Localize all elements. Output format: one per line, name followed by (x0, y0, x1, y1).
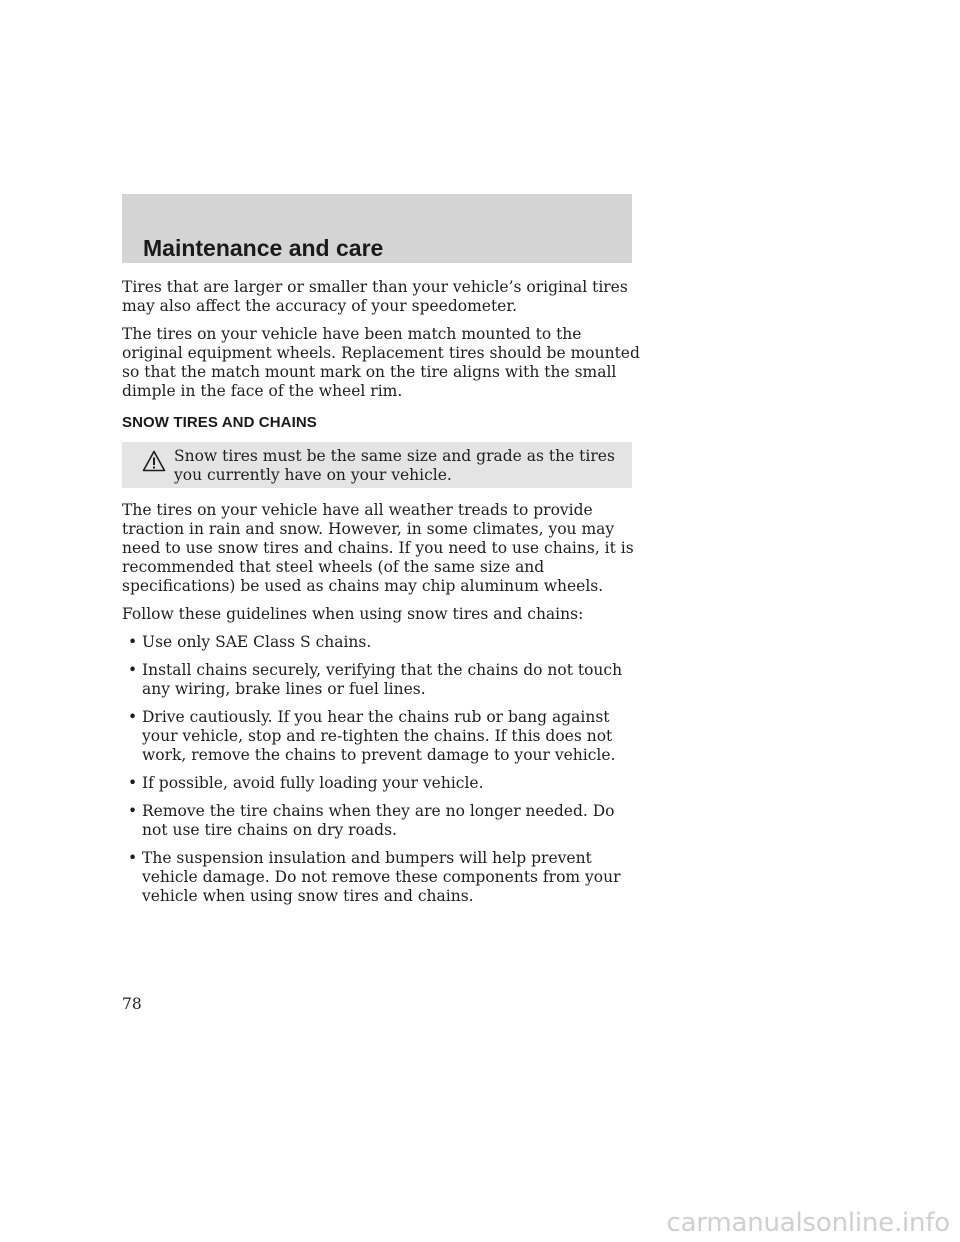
paragraph-match-mount: The tires on your vehicle have been match mounted to the original equipment wheels. Replacement tires should be mounted so that the match mount mark on the tire aligns with the small dimple in the face of the wheel rim. (122, 325, 640, 400)
guidelines-list (122, 633, 642, 906)
paragraph-all-weather: The tires on your vehicle have all weather treads to provide traction in rain and snow. However, in some climates, you may need to use snow tires and chains. If you need to use chains, it is recommended that steel wheels (of the same size and specifications) be used as chains may chip aluminum wheels. (122, 501, 634, 595)
list-item (122, 802, 642, 840)
bullet-icon: • (128, 849, 138, 867)
list-item (122, 661, 642, 699)
list-item (122, 849, 642, 906)
page-content (122, 278, 642, 915)
section-title: Maintenance and care (143, 235, 384, 261)
paragraph-guidelines-intro: Follow these guidelines when using snow tires and chains: (122, 605, 584, 623)
bullet-icon: • (128, 802, 138, 820)
warning-text: Snow tires must be the same size and grade as the tires you currently have on your vehicle. (174, 447, 615, 484)
page-number: 78 (122, 995, 142, 1013)
snow-tires-heading: SNOW TIRES AND CHAINS (122, 414, 317, 431)
warning-triangle-icon (142, 450, 166, 472)
paragraph-speedometer: Tires that are larger or smaller than your vehicle’s original tires may also affect the accuracy of your speedometer. (122, 278, 628, 315)
bullet-icon: • (128, 661, 138, 679)
bullet-icon: • (128, 774, 138, 792)
bullet-icon: • (128, 633, 138, 651)
list-item (122, 708, 642, 765)
list-item-text: The suspension insulation and bumpers will help prevent vehicle damage. Do not remove these components from your vehicle when using snow tires and chains. (142, 849, 621, 905)
warning-box (122, 442, 632, 488)
list-item-text: If possible, avoid fully loading your vehicle. (142, 774, 484, 792)
list-item-text: Drive cautiously. If you hear the chains rub or bang against your vehicle, stop and re-tighten the chains. If this does not work, remove the chains to prevent damage to your vehicle. (142, 708, 616, 764)
list-item-text: Use only SAE Class S chains. (142, 633, 372, 651)
list-item (122, 633, 642, 652)
list-item-text: Install chains securely, verifying that the chains do not touch any wiring, brake lines or fuel lines. (142, 661, 623, 698)
list-item (122, 774, 642, 793)
bullet-icon: • (128, 708, 138, 726)
watermark-text: carmanualsonline.info (666, 1208, 950, 1238)
list-item-text: Remove the tire chains when they are no longer needed. Do not use tire chains on dry roads. (142, 802, 615, 839)
